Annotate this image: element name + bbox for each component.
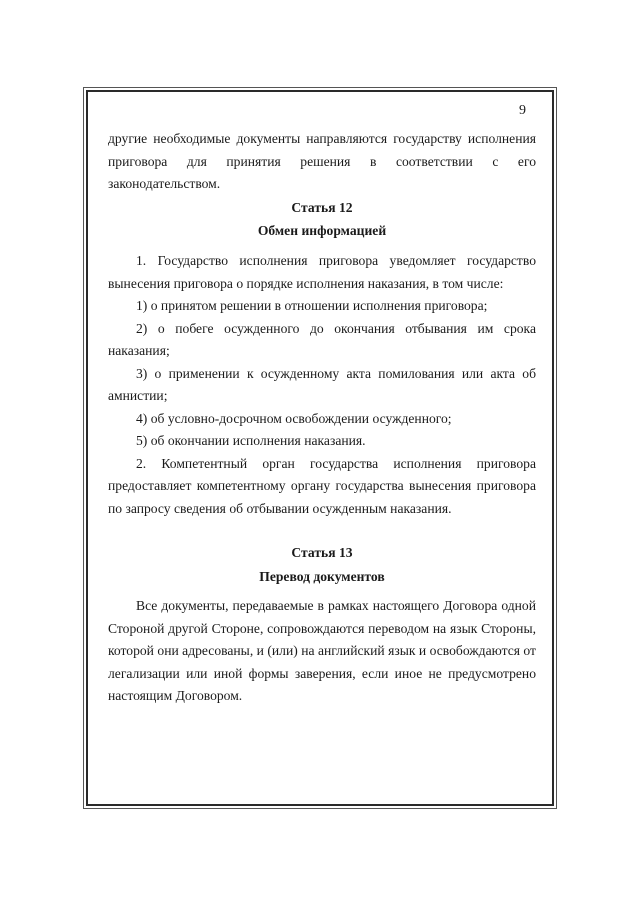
article-13-title: Статья 13 xyxy=(291,545,353,560)
article-12-item-2: 2) о побеге осужденного до окончания отбывания им срока наказания; xyxy=(108,320,536,358)
article-12-title: Статья 12 xyxy=(291,200,353,215)
article-13-subtitle: Перевод документов xyxy=(259,569,385,584)
page-number: 9 xyxy=(519,103,526,118)
article-12-paragraph-2: 2. Компетентный орган государства исполнения приговора предоставляет компетентному органу государства вынесения приговора по запросу сведения об отбывании осужденным наказания. xyxy=(108,455,536,516)
article-12-item-3: 3) о применении к осужденному акта помилования или акта об амнистии; xyxy=(108,365,536,403)
article-12-subtitle: Обмен информацией xyxy=(257,223,387,238)
article-12-item-4: 4) об условно-досрочном освобождении осужденного; xyxy=(136,410,452,426)
intro-paragraph-block xyxy=(108,128,536,196)
article-12-item-5: 5) об окончании исполнения наказания. xyxy=(136,433,366,448)
article-12-body xyxy=(108,250,536,520)
intro-paragraph: другие необходимые документы направляются государству исполнения приговора для принятия решения в соответствии с его законодательством. xyxy=(108,131,536,191)
article-13-paragraph-1: Все документы, передаваемые в рамках настоящего Договора одной Стороной другой Стороне, сопровождаются переводом на язык Стороны, которой они адресованы, и (или) на английский язык и освобождаются от легализации или иной формы заверения, если иное не предусмотрено настоящим Договором. xyxy=(108,598,536,703)
article-13-body xyxy=(108,595,536,708)
article-12-paragraph-1: 1. Государство исполнения приговора уведомляет государство вынесения приговора о порядке исполнения наказания, в том числе: xyxy=(108,253,536,291)
article-12-item-1: 1) о принятом решении в отношении исполнения приговора; xyxy=(136,298,488,313)
